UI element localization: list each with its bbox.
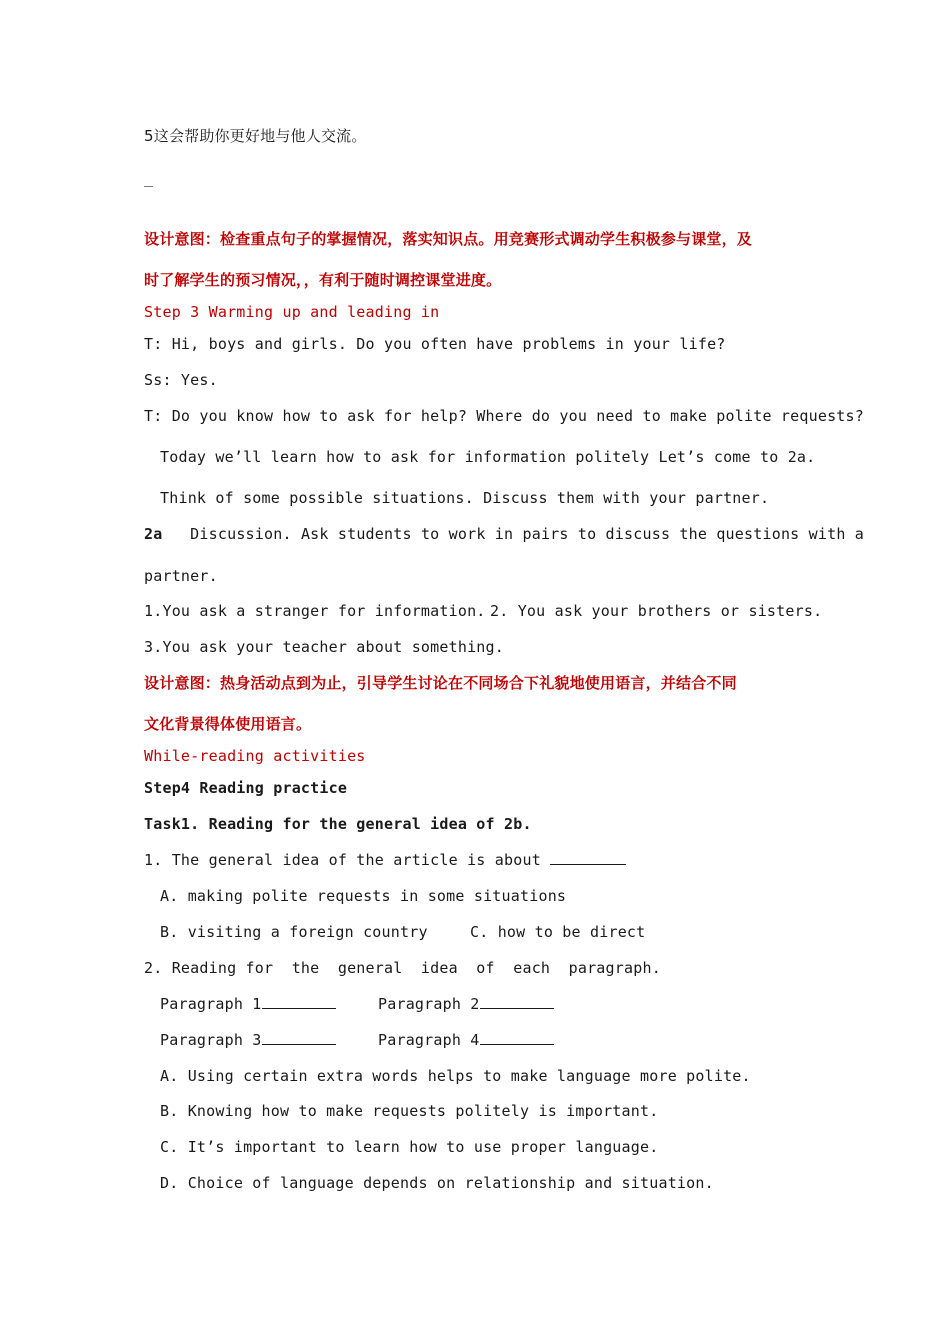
sentence-5: 5这会帮助你更好地与他人交流。: [144, 127, 367, 145]
general-idea-text: 1. The general idea of the article is about: [144, 851, 541, 869]
section-2a-label: 2a: [144, 525, 163, 543]
discussion-text: Discussion. Ask students to work in pairs to discuss the questions with a: [190, 525, 865, 543]
task1-heading: Task1. Reading for the general idea of 2b.: [144, 815, 532, 833]
option-a-general: A. making polite requests in some situations: [160, 887, 567, 905]
paragraph-4-blank: [480, 1030, 554, 1045]
general-idea-question: [144, 850, 626, 870]
design-intent-1-line1: 设计意图：检查重点句子的掌握情况，落实知识点。用竞赛形式调动学生积极参与课堂，及: [144, 230, 753, 248]
students-line: Ss: Yes.: [144, 371, 218, 389]
step3-heading: Step 3 Warming up and leading in: [144, 303, 440, 321]
paragraph-3-row: [160, 1030, 336, 1050]
situation-1: 1.You ask a stranger for information.: [144, 602, 486, 620]
paragraph-option-d: D. Choice of language depends on relationship and situation.: [160, 1174, 714, 1192]
option-c-general: C. how to be direct: [470, 923, 646, 941]
paragraph-3-label: Paragraph 3: [160, 1031, 262, 1049]
paragraph-1-blank: [262, 994, 336, 1009]
paragraph-4-row: [378, 1030, 554, 1050]
design-intent-1-line2: 时了解学生的预习情况，，有利于随时调控课堂进度。: [144, 271, 502, 289]
paragraph-option-c: C. It’s important to learn how to use proper language.: [160, 1138, 659, 1156]
paragraph-3-blank: [262, 1030, 336, 1045]
paragraph-2-blank: [480, 994, 554, 1009]
design-intent-2-line2: 文化背景得体使用语言。: [144, 715, 312, 733]
discussion-line-2: partner.: [144, 567, 218, 585]
option-b-general: B. visiting a foreign country: [160, 923, 428, 941]
discussion-line-1: [144, 524, 864, 544]
answer-blank: [550, 850, 626, 865]
situation-3: 3.You ask your teacher about something.: [144, 638, 504, 656]
step4-heading: Step4 Reading practice: [144, 779, 348, 797]
paragraph-4-label: Paragraph 4: [378, 1031, 480, 1049]
paragraph-1-row: [160, 994, 336, 1014]
paragraph-option-b: B. Knowing how to make requests politely is important.: [160, 1102, 659, 1120]
paragraph-idea-question: 2. Reading for the general idea of each paragraph.: [144, 959, 661, 977]
paragraph-2-row: [378, 994, 554, 1014]
paragraph-option-a: A. Using certain extra words helps to make language more polite.: [160, 1067, 751, 1085]
teacher-line-4: Think of some possible situations. Discuss them with your partner.: [160, 489, 770, 507]
teacher-line-3: Today we’ll learn how to ask for information politely Let’s come to 2a.: [160, 448, 816, 466]
answer-blank-mark: _: [144, 169, 154, 187]
paragraph-1-label: Paragraph 1: [160, 995, 262, 1013]
situation-2: 2. You ask your brothers or sisters.: [490, 602, 823, 620]
design-intent-2-line1: 设计意图：热身活动点到为止，引导学生讨论在不同场合下礼貌地使用语言，并结合不同: [144, 674, 737, 692]
while-reading-heading: While-reading activities: [144, 747, 366, 765]
paragraph-2-label: Paragraph 2: [378, 995, 480, 1013]
teacher-line-2: T: Do you know how to ask for help? Where do you need to make polite requests?: [144, 407, 864, 425]
teacher-line-1: T: Hi, boys and girls. Do you often have problems in your life?: [144, 335, 726, 353]
